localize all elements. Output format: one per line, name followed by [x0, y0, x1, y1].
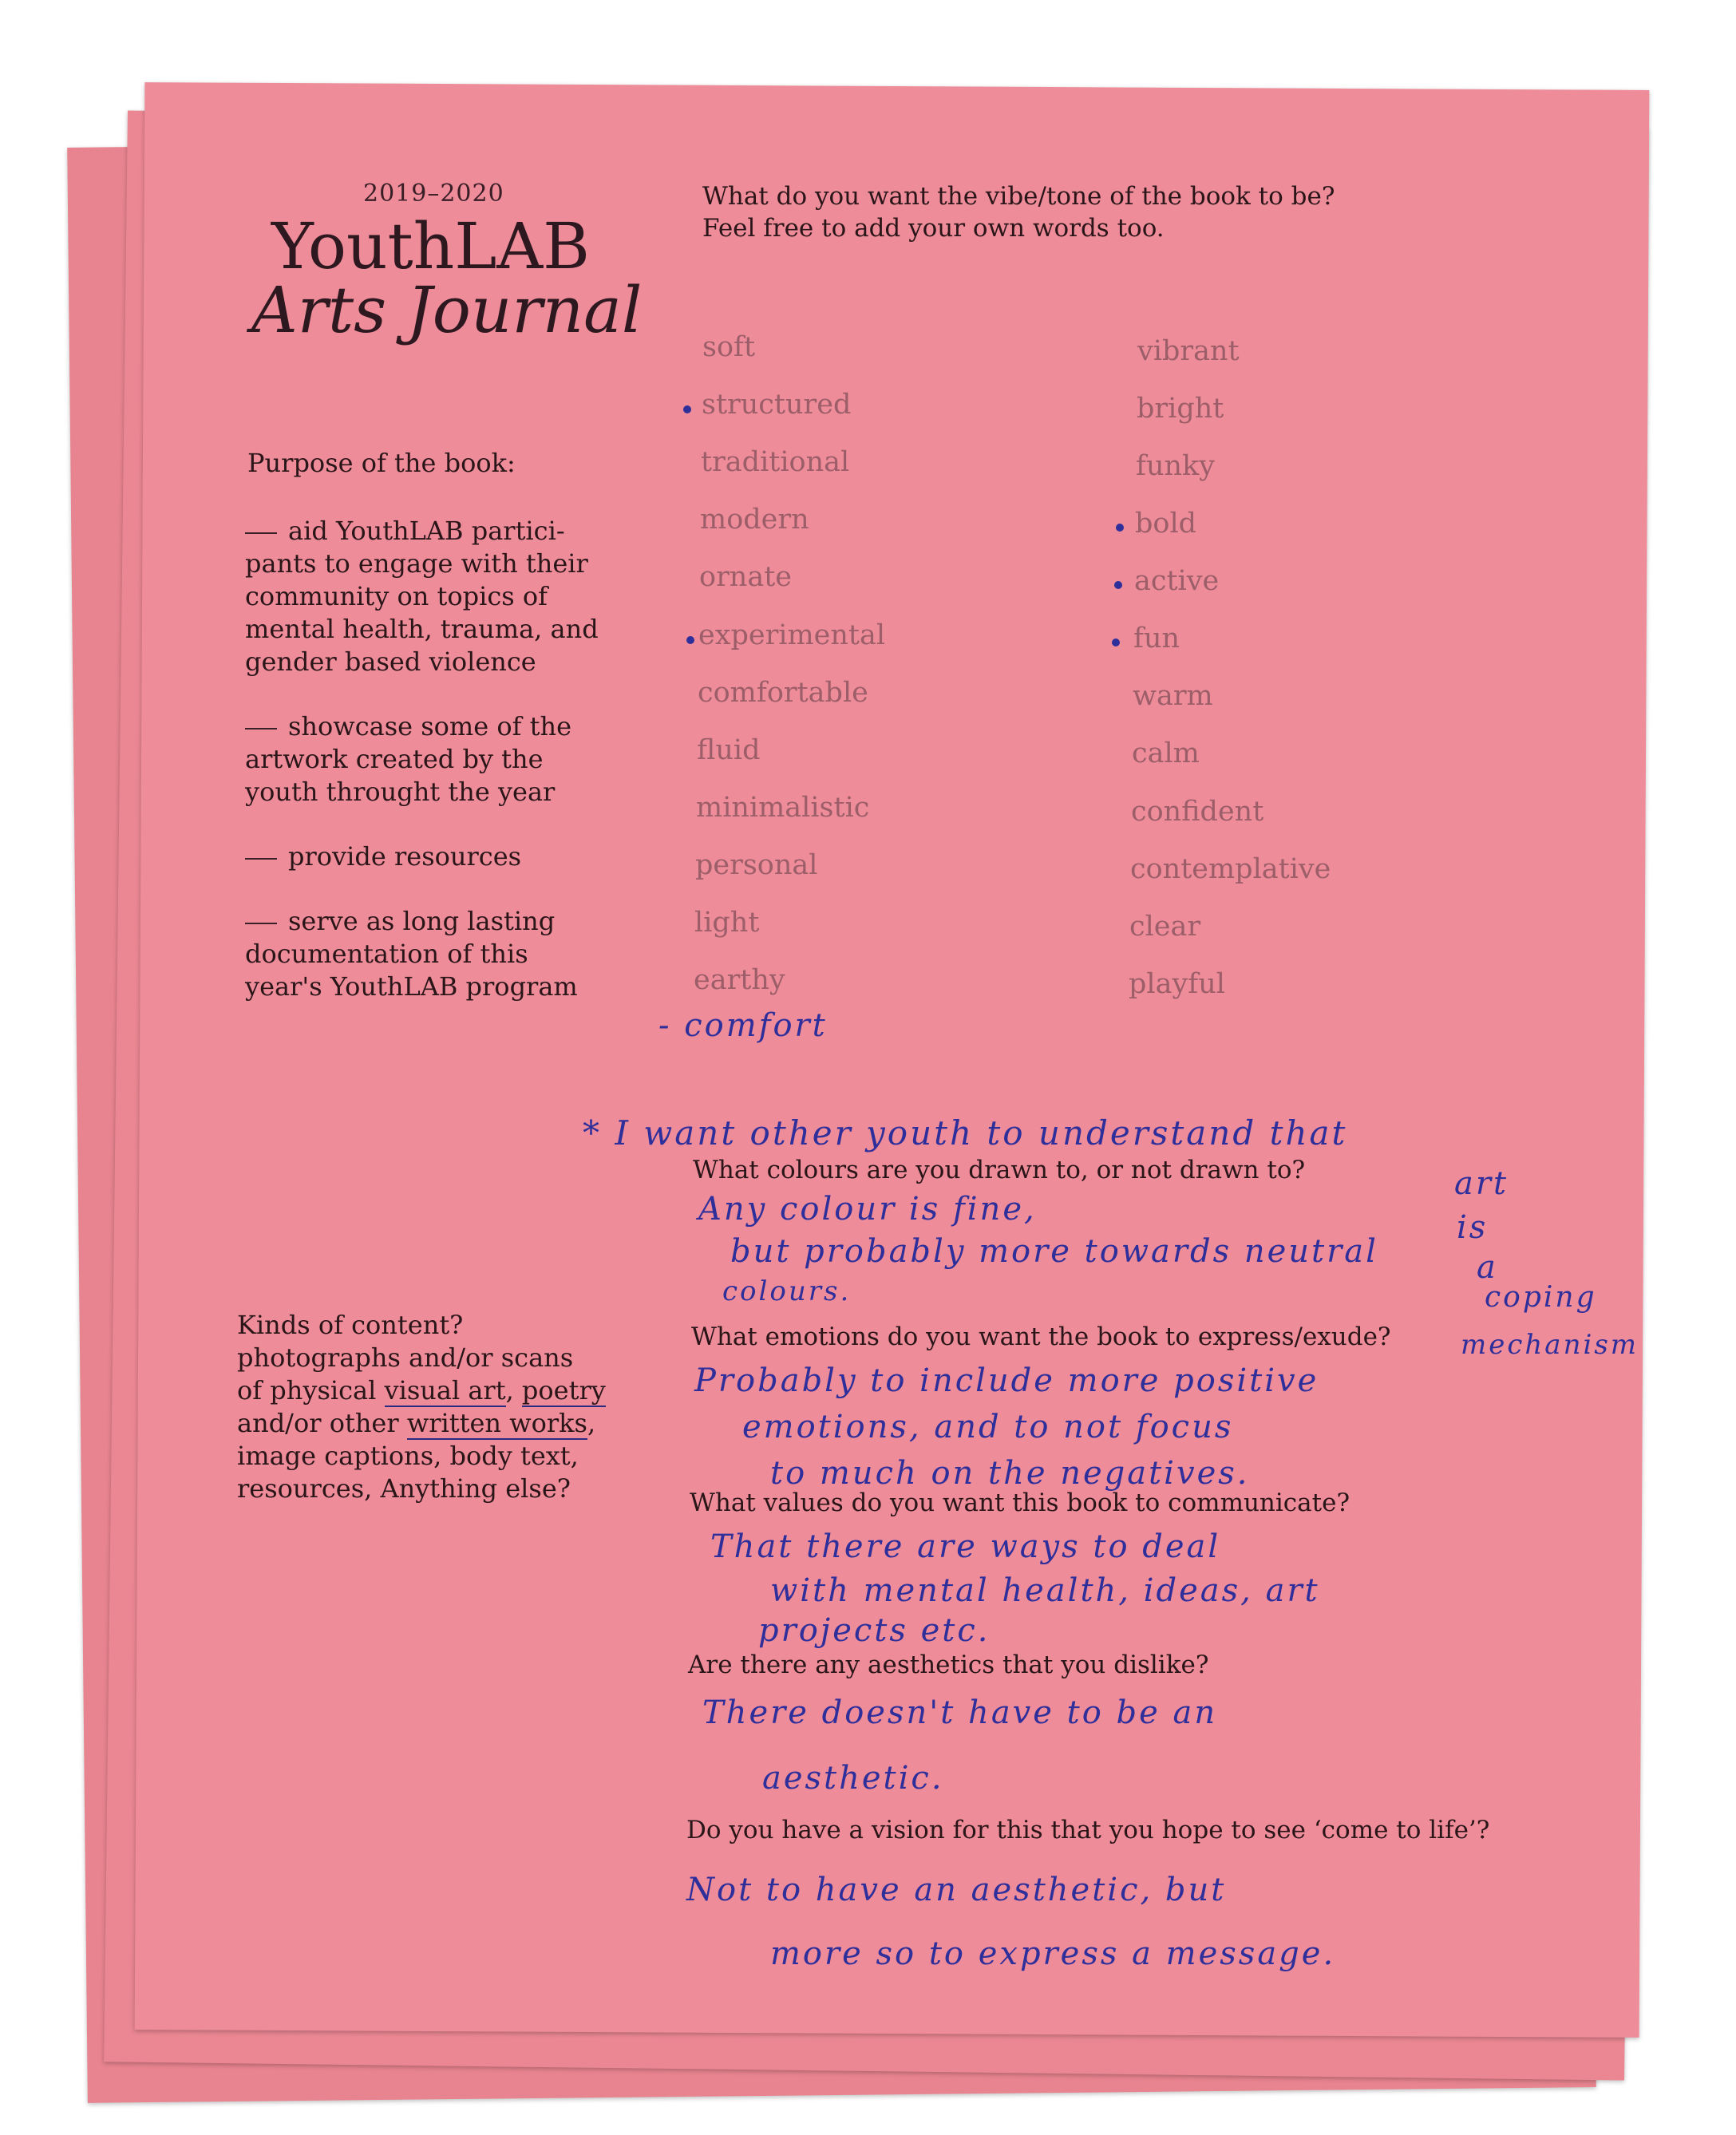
- vibe-word: comfortable: [698, 677, 868, 709]
- handwritten-side-word: a: [1477, 1249, 1498, 1286]
- answer-line: aesthetic.: [762, 1760, 944, 1797]
- underlined-text: written works: [406, 1408, 587, 1438]
- purpose-list: [245, 515, 612, 1035]
- arrow-icon: [245, 858, 277, 860]
- underlined-text: visual art: [384, 1375, 506, 1406]
- answer-line: That there are ways to deal: [710, 1528, 1221, 1565]
- dash-icon: [245, 923, 277, 924]
- purpose-item-text: aid YouthLAB partici-pants to engage with their community on topics of mental health, trauma, and gender based violence: [245, 516, 599, 677]
- answer-line: to much on the negatives.: [770, 1455, 1250, 1492]
- selection-dot-icon: [683, 405, 691, 413]
- question: What colours are you drawn to, or not drawn to?: [693, 1156, 1306, 1184]
- vibe-word: soft: [702, 331, 756, 363]
- selection-dot-icon: [1116, 524, 1124, 532]
- vibe-word: minimalistic: [696, 792, 870, 824]
- vibe-word: active: [1134, 565, 1220, 597]
- purpose-item: [245, 710, 612, 809]
- vibe-word: bright: [1137, 393, 1224, 425]
- vibe-word: structured: [702, 389, 852, 421]
- answer-line: but probably more towards neutral: [730, 1233, 1378, 1270]
- kinds-text: and/or other: [237, 1408, 407, 1438]
- question: What values do you want this book to communicate?: [690, 1489, 1350, 1517]
- dash-icon: [245, 532, 277, 534]
- vibe-word: calm: [1132, 737, 1200, 769]
- vibe-word: personal: [695, 849, 818, 881]
- vibe-word: warm: [1133, 680, 1213, 712]
- kinds-line: [237, 1374, 612, 1407]
- vibe-word: traditional: [701, 446, 850, 478]
- question: What emotions do you want the book to express/exude?: [691, 1323, 1391, 1351]
- answer-line: more so to express a message.: [770, 1935, 1336, 1972]
- vibe-word: vibrant: [1137, 335, 1240, 367]
- purpose-heading: Purpose of the book:: [247, 448, 516, 478]
- kinds-line: photographs and/or scans: [237, 1342, 574, 1373]
- answer-line: Any colour is fine,: [698, 1191, 1037, 1228]
- purpose-item: [245, 840, 612, 873]
- kinds-text: ,: [505, 1375, 522, 1406]
- vibe-word: experimental: [698, 619, 886, 651]
- question: Do you have a vision for this that you hope to see ‘come to life’?: [686, 1816, 1490, 1844]
- handwritten-side-word: coping: [1485, 1281, 1597, 1314]
- kinds-text: of physical: [237, 1375, 385, 1406]
- vibe-word: playful: [1129, 968, 1225, 1000]
- selection-dot-icon: [1112, 639, 1120, 646]
- kinds-line: image captions, body text,: [237, 1441, 579, 1471]
- vibe-word: earthy: [694, 964, 785, 996]
- brand-subtitle: Arts Journal: [251, 273, 643, 347]
- answer-line: There doesn't have to be an: [702, 1694, 1218, 1731]
- purpose-item-text: showcase some of the artwork created by the youth throught the year: [245, 711, 572, 807]
- vibe-word: confident: [1131, 796, 1264, 828]
- answer-line: Not to have an aesthetic, but: [686, 1872, 1227, 1908]
- vibe-word: funky: [1136, 450, 1216, 482]
- vibe-word: contemplative: [1130, 853, 1331, 885]
- answer-line: Probably to include more positive: [694, 1362, 1319, 1399]
- kinds-text: ,: [587, 1408, 596, 1438]
- answer-line: with mental health, ideas, art: [770, 1572, 1320, 1609]
- vibe-word: light: [694, 907, 760, 939]
- vibe-prompt: [702, 180, 1335, 244]
- vibe-prompt-line: What do you want the vibe/tone of the book to be?: [702, 182, 1335, 211]
- vibe-word: bold: [1135, 508, 1197, 540]
- purpose-item: [245, 905, 612, 1003]
- handwritten-note: * I want other youth to understand that: [583, 1113, 1348, 1153]
- brand-title: YouthLAB: [271, 209, 590, 283]
- year-label: 2019–2020: [363, 180, 504, 208]
- question: Are there any aesthetics that you dislike?: [688, 1651, 1209, 1679]
- selection-dot-icon: [686, 636, 694, 644]
- handwritten-side-word: mechanism: [1461, 1329, 1639, 1361]
- answer-line: emotions, and to not focus: [742, 1409, 1234, 1445]
- underlined-text: poetry: [521, 1375, 606, 1406]
- answer-line: projects etc.: [758, 1612, 991, 1649]
- purpose-item: [245, 515, 612, 678]
- kinds-heading: Kinds of content?: [237, 1310, 464, 1340]
- vibe-word: clear: [1129, 911, 1201, 943]
- vibe-word: modern: [700, 504, 809, 536]
- vibe-prompt-line: Feel free to add your own words too.: [702, 214, 1165, 243]
- handwritten-addition: - comfort: [658, 1007, 828, 1044]
- kinds-line: resources, Anything else?: [237, 1473, 571, 1504]
- dash-icon: [245, 728, 277, 729]
- vibe-word: fluid: [697, 734, 761, 766]
- answer-line: colours.: [722, 1275, 852, 1307]
- selection-dot-icon: [1114, 581, 1122, 589]
- kinds-of-content: [237, 1309, 612, 1505]
- purpose-item-text: provide resources: [288, 841, 522, 872]
- handwritten-side-word: is: [1457, 1209, 1489, 1246]
- kinds-line: [237, 1407, 612, 1440]
- vibe-word: fun: [1133, 623, 1180, 654]
- handwritten-side-word: art: [1454, 1165, 1509, 1202]
- vibe-word: ornate: [699, 561, 792, 593]
- purpose-item-text: serve as long lasting documentation of this year's YouthLAB program: [245, 906, 578, 1002]
- paper-sheet-front: [135, 82, 1650, 2038]
